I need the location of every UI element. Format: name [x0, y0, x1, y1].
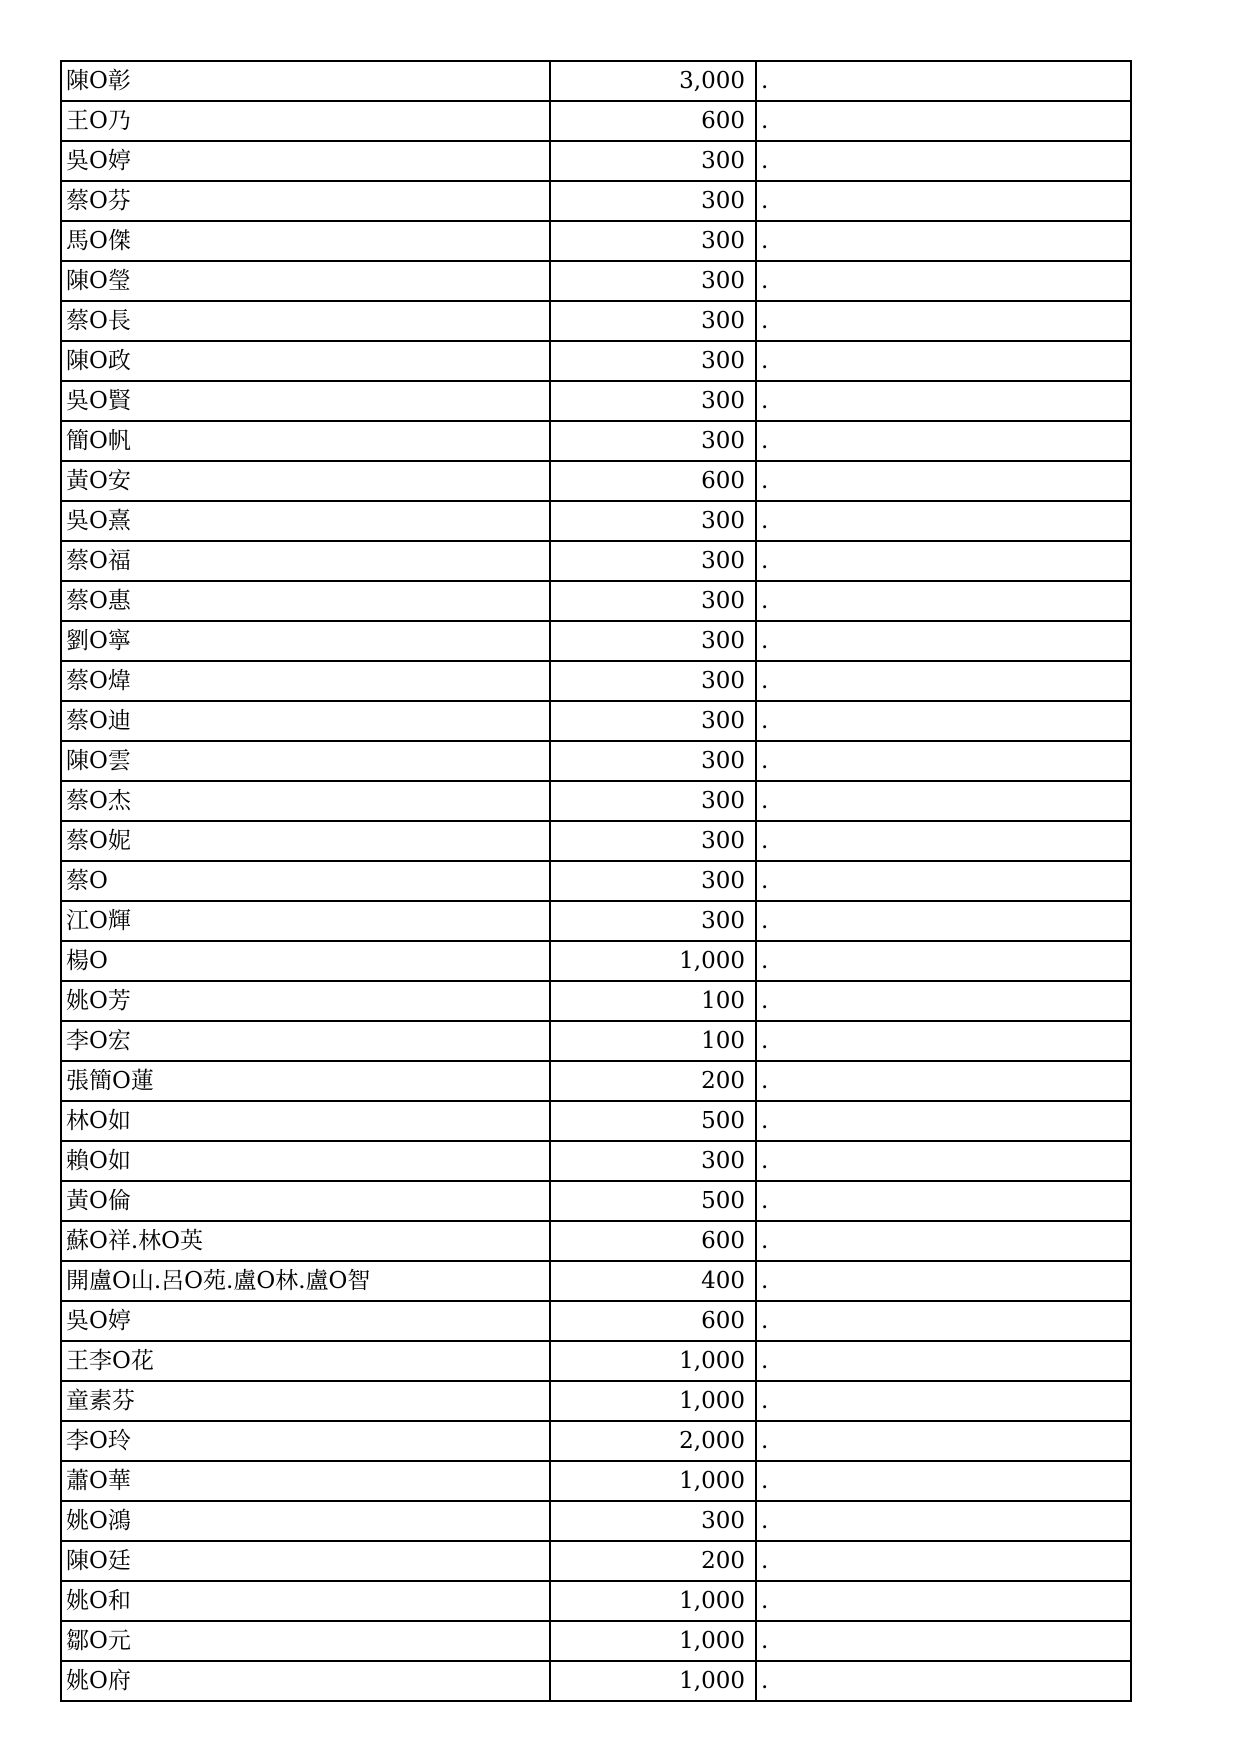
note-cell: .: [756, 821, 1131, 861]
donor-name-cell: 蘇O祥.林O英: [61, 1221, 550, 1261]
note-cell: .: [756, 941, 1131, 981]
donor-name-cell: 蔡O長: [61, 301, 550, 341]
table-row: [61, 1021, 1131, 1061]
note-cell: .: [756, 701, 1131, 741]
table-row: [61, 741, 1131, 781]
note-cell: .: [756, 381, 1131, 421]
donor-name-cell: 開盧O山.呂O苑.盧O林.盧O智: [61, 1261, 550, 1301]
amount-cell: 600: [550, 1221, 756, 1261]
note-cell: .: [756, 1501, 1131, 1541]
note-cell: .: [756, 1061, 1131, 1101]
donor-name-cell: 蔡O杰: [61, 781, 550, 821]
table-row: [61, 1061, 1131, 1101]
donor-name-cell: 蔡O芬: [61, 181, 550, 221]
amount-cell: 300: [550, 221, 756, 261]
table-row: [61, 701, 1131, 741]
amount-cell: 600: [550, 1301, 756, 1341]
amount-cell: 300: [550, 261, 756, 301]
donation-table-body: [61, 61, 1131, 1701]
amount-cell: 400: [550, 1261, 756, 1301]
amount-cell: 300: [550, 581, 756, 621]
donor-name-cell: 李O宏: [61, 1021, 550, 1061]
amount-cell: 300: [550, 861, 756, 901]
table-row: [61, 1101, 1131, 1141]
donor-name-cell: 吳O賢: [61, 381, 550, 421]
amount-cell: 300: [550, 1501, 756, 1541]
amount-cell: 1,000: [550, 1661, 756, 1701]
amount-cell: 1,000: [550, 1621, 756, 1661]
donor-name-cell: 陳O彰: [61, 61, 550, 101]
donor-name-cell: 王O乃: [61, 101, 550, 141]
note-cell: .: [756, 301, 1131, 341]
note-cell: .: [756, 581, 1131, 621]
table-row: [61, 581, 1131, 621]
donor-name-cell: 賴O如: [61, 1141, 550, 1181]
table-row: [61, 1661, 1131, 1701]
amount-cell: 1,000: [550, 1461, 756, 1501]
donor-name-cell: 吳O婷: [61, 141, 550, 181]
table-row: [61, 1461, 1131, 1501]
note-cell: .: [756, 261, 1131, 301]
amount-cell: 600: [550, 101, 756, 141]
note-cell: .: [756, 981, 1131, 1021]
donor-name-cell: 吳O熹: [61, 501, 550, 541]
note-cell: .: [756, 1261, 1131, 1301]
donor-name-cell: 姚O芳: [61, 981, 550, 1021]
donor-name-cell: 黃O倫: [61, 1181, 550, 1221]
amount-cell: 1,000: [550, 1341, 756, 1381]
amount-cell: 300: [550, 661, 756, 701]
table-row: [61, 1141, 1131, 1181]
note-cell: .: [756, 1541, 1131, 1581]
donor-name-cell: 蔡O: [61, 861, 550, 901]
note-cell: .: [756, 181, 1131, 221]
amount-cell: 300: [550, 781, 756, 821]
note-cell: .: [756, 861, 1131, 901]
donor-name-cell: 蔡O煒: [61, 661, 550, 701]
amount-cell: 300: [550, 541, 756, 581]
table-row: [61, 941, 1131, 981]
note-cell: .: [756, 1181, 1131, 1221]
note-cell: .: [756, 1341, 1131, 1381]
donor-name-cell: 張簡O蓮: [61, 1061, 550, 1101]
table-row: [61, 981, 1131, 1021]
note-cell: .: [756, 661, 1131, 701]
donor-name-cell: 蔡O惠: [61, 581, 550, 621]
note-cell: .: [756, 1101, 1131, 1141]
amount-cell: 300: [550, 181, 756, 221]
donor-name-cell: 林O如: [61, 1101, 550, 1141]
donor-name-cell: 王李O花: [61, 1341, 550, 1381]
amount-cell: 300: [550, 621, 756, 661]
note-cell: .: [756, 1581, 1131, 1621]
donor-name-cell: 蔡O福: [61, 541, 550, 581]
amount-cell: 100: [550, 981, 756, 1021]
table-row: [61, 1261, 1131, 1301]
amount-cell: 2,000: [550, 1421, 756, 1461]
table-row: [61, 1421, 1131, 1461]
donor-name-cell: 馬O傑: [61, 221, 550, 261]
table-row: [61, 221, 1131, 261]
donor-name-cell: 黃O安: [61, 461, 550, 501]
amount-cell: 200: [550, 1061, 756, 1101]
table-row: [61, 1341, 1131, 1381]
table-row: [61, 781, 1131, 821]
table-row: [61, 901, 1131, 941]
table-row: [61, 1581, 1131, 1621]
donor-name-cell: 姚O和: [61, 1581, 550, 1621]
note-cell: .: [756, 741, 1131, 781]
note-cell: .: [756, 781, 1131, 821]
amount-cell: 300: [550, 381, 756, 421]
donor-name-cell: 姚O鴻: [61, 1501, 550, 1541]
amount-cell: 1,000: [550, 1381, 756, 1421]
table-row: [61, 861, 1131, 901]
amount-cell: 300: [550, 421, 756, 461]
amount-cell: 300: [550, 341, 756, 381]
donor-name-cell: 李O玲: [61, 1421, 550, 1461]
note-cell: .: [756, 1021, 1131, 1061]
note-cell: .: [756, 141, 1131, 181]
table-row: [61, 181, 1131, 221]
table-row: [61, 1221, 1131, 1261]
donor-name-cell: 蔡O迪: [61, 701, 550, 741]
donor-name-cell: 陳O政: [61, 341, 550, 381]
table-row: [61, 61, 1131, 101]
donor-name-cell: 陳O廷: [61, 1541, 550, 1581]
note-cell: .: [756, 461, 1131, 501]
table-row: [61, 821, 1131, 861]
amount-cell: 1,000: [550, 941, 756, 981]
donor-name-cell: 蕭O華: [61, 1461, 550, 1501]
note-cell: .: [756, 1661, 1131, 1701]
note-cell: .: [756, 101, 1131, 141]
table-row: [61, 1621, 1131, 1661]
amount-cell: 100: [550, 1021, 756, 1061]
table-row: [61, 341, 1131, 381]
donor-name-cell: 鄒O元: [61, 1621, 550, 1661]
table-row: [61, 1181, 1131, 1221]
amount-cell: 300: [550, 741, 756, 781]
donor-name-cell: 吳O婷: [61, 1301, 550, 1341]
table-row: [61, 1381, 1131, 1421]
amount-cell: 300: [550, 821, 756, 861]
donor-name-cell: 姚O府: [61, 1661, 550, 1701]
donor-name-cell: 江O輝: [61, 901, 550, 941]
donation-table: [60, 60, 1132, 1702]
amount-cell: 3,000: [550, 61, 756, 101]
table-row: [61, 141, 1131, 181]
table-row: [61, 621, 1131, 661]
table-row: [61, 101, 1131, 141]
note-cell: .: [756, 221, 1131, 261]
amount-cell: 500: [550, 1101, 756, 1141]
table-row: [61, 661, 1131, 701]
donor-name-cell: 劉O寧: [61, 621, 550, 661]
note-cell: .: [756, 61, 1131, 101]
donor-name-cell: 楊O: [61, 941, 550, 981]
donor-name-cell: 簡O帆: [61, 421, 550, 461]
note-cell: .: [756, 1621, 1131, 1661]
table-row: [61, 421, 1131, 461]
table-row: [61, 541, 1131, 581]
table-row: [61, 301, 1131, 341]
table-row: [61, 1501, 1131, 1541]
note-cell: .: [756, 1301, 1131, 1341]
table-row: [61, 1301, 1131, 1341]
amount-cell: 200: [550, 1541, 756, 1581]
note-cell: .: [756, 1221, 1131, 1261]
table-row: [61, 381, 1131, 421]
donor-name-cell: 陳O瑩: [61, 261, 550, 301]
note-cell: .: [756, 1381, 1131, 1421]
amount-cell: 600: [550, 461, 756, 501]
amount-cell: 300: [550, 701, 756, 741]
table-row: [61, 501, 1131, 541]
donor-name-cell: 陳O雲: [61, 741, 550, 781]
amount-cell: 300: [550, 501, 756, 541]
note-cell: .: [756, 1421, 1131, 1461]
note-cell: .: [756, 1461, 1131, 1501]
table-row: [61, 1541, 1131, 1581]
amount-cell: 500: [550, 1181, 756, 1221]
table-row: [61, 461, 1131, 501]
donor-name-cell: 童素芬: [61, 1381, 550, 1421]
note-cell: .: [756, 341, 1131, 381]
amount-cell: 300: [550, 901, 756, 941]
donor-name-cell: 蔡O妮: [61, 821, 550, 861]
note-cell: .: [756, 501, 1131, 541]
amount-cell: 1,000: [550, 1581, 756, 1621]
amount-cell: 300: [550, 141, 756, 181]
note-cell: .: [756, 901, 1131, 941]
note-cell: .: [756, 541, 1131, 581]
note-cell: .: [756, 421, 1131, 461]
note-cell: .: [756, 1141, 1131, 1181]
amount-cell: 300: [550, 1141, 756, 1181]
table-row: [61, 261, 1131, 301]
note-cell: .: [756, 621, 1131, 661]
amount-cell: 300: [550, 301, 756, 341]
